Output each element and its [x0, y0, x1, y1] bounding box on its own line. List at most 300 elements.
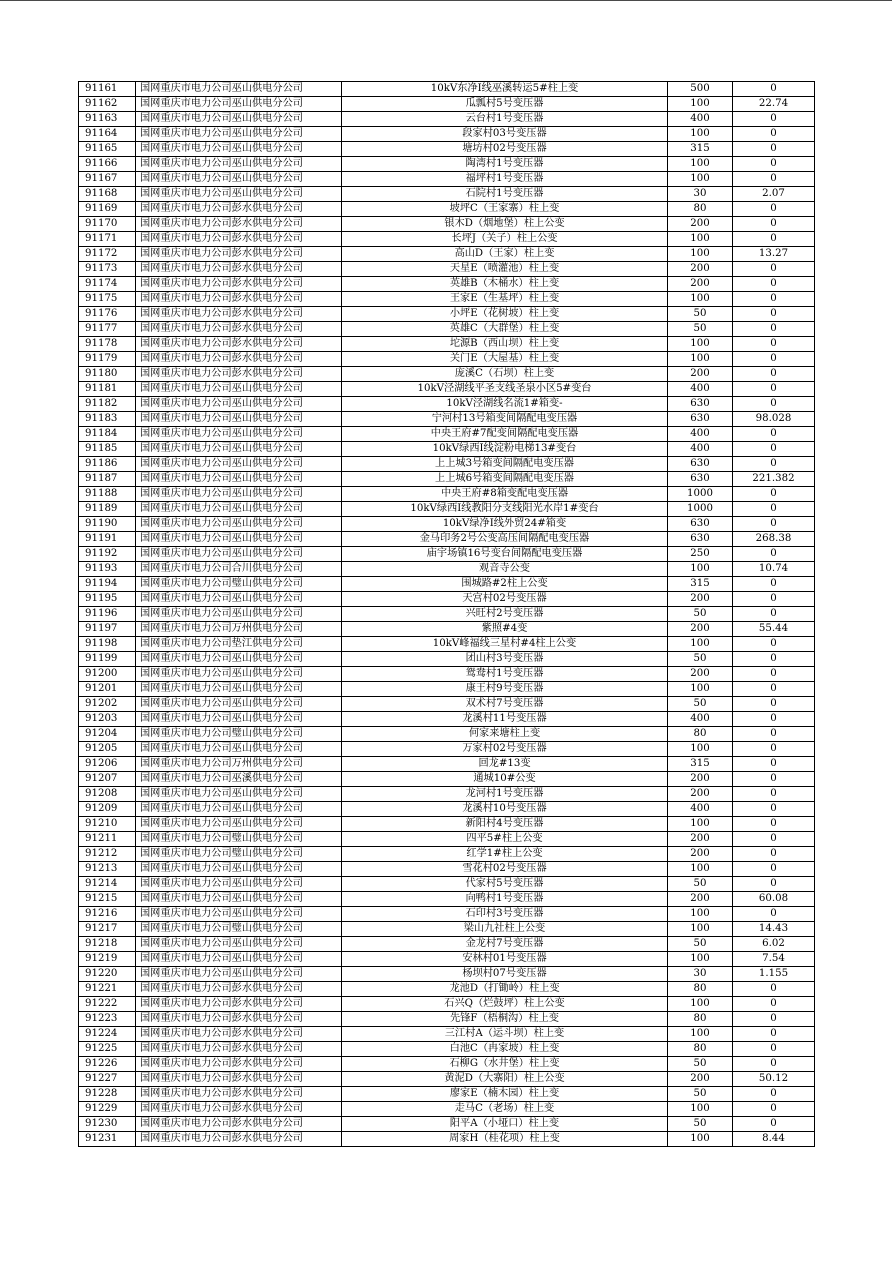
company-cell: 国网重庆市电力公司彭水供电分公司	[136, 247, 342, 262]
table-row	[79, 817, 815, 832]
transformer-name-cell: 兴旺村2号变压器	[342, 607, 668, 622]
table-row	[79, 952, 815, 967]
row-id-cell: 91200	[79, 667, 136, 682]
transformer-name-cell: 周家H（桂花项）柱上变	[342, 1132, 668, 1147]
company-cell: 国网重庆市电力公司巫溪供电分公司	[136, 772, 342, 787]
company-cell: 国网重庆市电力公司巫山供电分公司	[136, 667, 342, 682]
transformer-name-cell: 石兴Q（烂鼓坪）柱上公变	[342, 997, 668, 1012]
transformer-name-cell: 雪花村02号变压器	[342, 862, 668, 877]
value-cell: 0	[733, 337, 815, 352]
value-cell: 0	[733, 1087, 815, 1102]
capacity-cell: 630	[668, 397, 733, 412]
value-cell: 221.382	[733, 472, 815, 487]
capacity-cell: 50	[668, 697, 733, 712]
company-cell: 国网重庆市电力公司彭水供电分公司	[136, 367, 342, 382]
table-row	[79, 1027, 815, 1042]
row-id-cell: 91167	[79, 172, 136, 187]
value-cell: 0	[733, 847, 815, 862]
value-cell: 0	[733, 727, 815, 742]
capacity-cell: 315	[668, 757, 733, 772]
transformer-name-cell: 石印村3号变压器	[342, 907, 668, 922]
row-id-cell: 91173	[79, 262, 136, 277]
company-cell: 国网重庆市电力公司巫山供电分公司	[136, 817, 342, 832]
company-cell: 国网重庆市电力公司巫山供电分公司	[136, 97, 342, 112]
value-cell: 0	[733, 127, 815, 142]
capacity-cell: 100	[668, 562, 733, 577]
table-row	[79, 82, 815, 97]
table-row	[79, 802, 815, 817]
capacity-cell: 100	[668, 247, 733, 262]
transformer-name-cell: 10kV泾湖线名流1#箱变-	[342, 397, 668, 412]
value-cell: 268.38	[733, 532, 815, 547]
table-row	[79, 772, 815, 787]
company-cell: 国网重庆市电力公司巫山供电分公司	[136, 787, 342, 802]
transformer-name-cell: 向鸭村1号变压器	[342, 892, 668, 907]
company-cell: 国网重庆市电力公司彭水供电分公司	[136, 337, 342, 352]
value-cell: 0	[733, 217, 815, 232]
transformer-name-cell: 10kV绿西I线淀粉电梯13#变台	[342, 442, 668, 457]
transformer-name-cell: 杨坝村07号变压器	[342, 967, 668, 982]
table-row	[79, 322, 815, 337]
company-cell: 国网重庆市电力公司巫山供电分公司	[136, 502, 342, 517]
row-id-cell: 91217	[79, 922, 136, 937]
company-cell: 国网重庆市电力公司璧山供电分公司	[136, 922, 342, 937]
company-cell: 国网重庆市电力公司彭水供电分公司	[136, 1012, 342, 1027]
row-id-cell: 91178	[79, 337, 136, 352]
value-cell: 0	[733, 292, 815, 307]
table-row	[79, 697, 815, 712]
company-cell: 国网重庆市电力公司彭水供电分公司	[136, 1102, 342, 1117]
transformer-name-cell: 新阳村4号变压器	[342, 817, 668, 832]
value-cell: 0	[733, 667, 815, 682]
row-id-cell: 91187	[79, 472, 136, 487]
capacity-cell: 50	[668, 607, 733, 622]
table-row	[79, 397, 815, 412]
table-row	[79, 292, 815, 307]
table-row	[79, 457, 815, 472]
company-cell: 国网重庆市电力公司彭水供电分公司	[136, 277, 342, 292]
value-cell: 0	[733, 1012, 815, 1027]
company-cell: 国网重庆市电力公司彭水供电分公司	[136, 217, 342, 232]
row-id-cell: 91223	[79, 1012, 136, 1027]
transformer-name-cell: 陶湾村1号变压器	[342, 157, 668, 172]
capacity-cell: 80	[668, 202, 733, 217]
table-row	[79, 1057, 815, 1072]
transformer-name-cell: 龙溪村11号变压器	[342, 712, 668, 727]
value-cell: 0	[733, 607, 815, 622]
capacity-cell: 200	[668, 1072, 733, 1087]
row-id-cell: 91198	[79, 637, 136, 652]
value-cell: 0	[733, 877, 815, 892]
table-row	[79, 1012, 815, 1027]
company-cell: 国网重庆市电力公司彭水供电分公司	[136, 1027, 342, 1042]
row-id-cell: 91215	[79, 892, 136, 907]
row-id-cell: 91208	[79, 787, 136, 802]
capacity-cell: 100	[668, 1132, 733, 1147]
capacity-cell: 100	[668, 157, 733, 172]
capacity-cell: 630	[668, 517, 733, 532]
capacity-cell: 100	[668, 862, 733, 877]
transformer-name-cell: 四平5#柱上公变	[342, 832, 668, 847]
capacity-cell: 200	[668, 262, 733, 277]
transformer-name-cell: 小坪E（花树坡）柱上变	[342, 307, 668, 322]
table-row	[79, 142, 815, 157]
row-id-cell: 91222	[79, 997, 136, 1012]
table-row	[79, 1117, 815, 1132]
value-cell: 0	[733, 577, 815, 592]
row-id-cell: 91188	[79, 487, 136, 502]
transformer-name-cell: 中央王府#8箱变配电变压器	[342, 487, 668, 502]
capacity-cell: 100	[668, 172, 733, 187]
value-cell: 22.74	[733, 97, 815, 112]
row-id-cell: 91201	[79, 682, 136, 697]
value-cell: 0	[733, 997, 815, 1012]
table-row	[79, 862, 815, 877]
transformer-name-cell: 10kV东净I线巫溪转运5#柱上变	[342, 82, 668, 97]
row-id-cell: 91185	[79, 442, 136, 457]
capacity-cell: 200	[668, 667, 733, 682]
capacity-cell: 50	[668, 322, 733, 337]
value-cell: 0	[733, 442, 815, 457]
transformer-name-cell: 走马C（老场）柱上变	[342, 1102, 668, 1117]
table-row	[79, 427, 815, 442]
company-cell: 国网重庆市电力公司巫山供电分公司	[136, 82, 342, 97]
transformer-name-cell: 紫照#4变	[342, 622, 668, 637]
transformer-name-cell: 宁河村13号箱变间隔配电变压器	[342, 412, 668, 427]
company-cell: 国网重庆市电力公司巫山供电分公司	[136, 127, 342, 142]
table-row	[79, 997, 815, 1012]
page-top-rule	[0, 0, 892, 1]
transformer-name-cell: 段家村03号变压器	[342, 127, 668, 142]
table-row	[79, 1102, 815, 1117]
row-id-cell: 91165	[79, 142, 136, 157]
transformer-name-cell: 龙溪村10号变压器	[342, 802, 668, 817]
value-cell: 0	[733, 862, 815, 877]
transformer-name-cell: 龙河村1号变压器	[342, 787, 668, 802]
table-row	[79, 577, 815, 592]
capacity-cell: 200	[668, 217, 733, 232]
value-cell: 0	[733, 322, 815, 337]
company-cell: 国网重庆市电力公司巫山供电分公司	[136, 697, 342, 712]
table-row	[79, 442, 815, 457]
value-cell: 0	[733, 982, 815, 997]
value-cell: 0	[733, 232, 815, 247]
company-cell: 国网重庆市电力公司彭水供电分公司	[136, 1117, 342, 1132]
transformer-name-cell: 福坪村1号变压器	[342, 172, 668, 187]
row-id-cell: 91166	[79, 157, 136, 172]
table-body	[79, 82, 815, 1147]
value-cell: 0	[733, 697, 815, 712]
row-id-cell: 91163	[79, 112, 136, 127]
company-cell: 国网重庆市电力公司巫山供电分公司	[136, 952, 342, 967]
value-cell: 0	[733, 712, 815, 727]
value-cell: 8.44	[733, 1132, 815, 1147]
row-id-cell: 91176	[79, 307, 136, 322]
capacity-cell: 100	[668, 997, 733, 1012]
table-row	[79, 787, 815, 802]
value-cell: 0	[733, 397, 815, 412]
company-cell: 国网重庆市电力公司巫山供电分公司	[136, 547, 342, 562]
company-cell: 国网重庆市电力公司彭水供电分公司	[136, 232, 342, 247]
transformer-name-cell: 团山村3号变压器	[342, 652, 668, 667]
transformer-name-cell: 石院村1号变压器	[342, 187, 668, 202]
company-cell: 国网重庆市电力公司巫山供电分公司	[136, 172, 342, 187]
value-cell: 10.74	[733, 562, 815, 577]
row-id-cell: 91224	[79, 1027, 136, 1042]
value-cell: 0	[733, 382, 815, 397]
company-cell: 国网重庆市电力公司巫山供电分公司	[136, 487, 342, 502]
transformer-name-cell: 回龙#13变	[342, 757, 668, 772]
value-cell: 13.27	[733, 247, 815, 262]
row-id-cell: 91204	[79, 727, 136, 742]
transformer-name-cell: 银木D（烟地堡）柱上公变	[342, 217, 668, 232]
value-cell: 6.02	[733, 937, 815, 952]
row-id-cell: 91210	[79, 817, 136, 832]
company-cell: 国网重庆市电力公司巫山供电分公司	[136, 892, 342, 907]
company-cell: 国网重庆市电力公司巫山供电分公司	[136, 457, 342, 472]
transformer-name-cell: 鸳鸯村1号变压器	[342, 667, 668, 682]
row-id-cell: 91183	[79, 412, 136, 427]
value-cell: 0	[733, 682, 815, 697]
company-cell: 国网重庆市电力公司巫山供电分公司	[136, 877, 342, 892]
company-cell: 国网重庆市电力公司巫山供电分公司	[136, 397, 342, 412]
row-id-cell: 91209	[79, 802, 136, 817]
company-cell: 国网重庆市电力公司彭水供电分公司	[136, 1132, 342, 1147]
capacity-cell: 100	[668, 637, 733, 652]
value-cell: 0	[733, 1117, 815, 1132]
transformer-name-cell: 白池C（冉家坡）柱上变	[342, 1042, 668, 1057]
capacity-cell: 100	[668, 337, 733, 352]
company-cell: 国网重庆市电力公司巫山供电分公司	[136, 652, 342, 667]
capacity-cell: 200	[668, 832, 733, 847]
row-id-cell: 91196	[79, 607, 136, 622]
table-row	[79, 112, 815, 127]
transformer-name-cell: 10kV绿净I线外贸24#箱变	[342, 517, 668, 532]
company-cell: 国网重庆市电力公司巫山供电分公司	[136, 382, 342, 397]
capacity-cell: 100	[668, 922, 733, 937]
company-cell: 国网重庆市电力公司巫山供电分公司	[136, 112, 342, 127]
transformer-name-cell: 金马印务2号公变高压间隔配电变压器	[342, 532, 668, 547]
capacity-cell: 80	[668, 1042, 733, 1057]
row-id-cell: 91213	[79, 862, 136, 877]
transformer-name-cell: 天宫村02号变压器	[342, 592, 668, 607]
company-cell: 国网重庆市电力公司巫山供电分公司	[136, 472, 342, 487]
table-row	[79, 307, 815, 322]
capacity-cell: 400	[668, 112, 733, 127]
capacity-cell: 315	[668, 142, 733, 157]
capacity-cell: 400	[668, 427, 733, 442]
value-cell: 60.08	[733, 892, 815, 907]
transformer-name-cell: 王家E（生基坪）柱上变	[342, 292, 668, 307]
row-id-cell: 91203	[79, 712, 136, 727]
transformer-name-cell: 关门E（大屋基）柱上变	[342, 352, 668, 367]
transformer-name-cell: 云台村1号变压器	[342, 112, 668, 127]
table-row	[79, 187, 815, 202]
company-cell: 国网重庆市电力公司巫山供电分公司	[136, 937, 342, 952]
table-row	[79, 517, 815, 532]
table-row	[79, 202, 815, 217]
company-cell: 国网重庆市电力公司彭水供电分公司	[136, 1072, 342, 1087]
value-cell: 0	[733, 832, 815, 847]
transformer-name-cell: 坨源B（西山坝）柱上变	[342, 337, 668, 352]
company-cell: 国网重庆市电力公司彭水供电分公司	[136, 322, 342, 337]
table-row	[79, 592, 815, 607]
table-row	[79, 727, 815, 742]
company-cell: 国网重庆市电力公司彭水供电分公司	[136, 997, 342, 1012]
table-row	[79, 337, 815, 352]
row-id-cell: 91230	[79, 1117, 136, 1132]
row-id-cell: 91181	[79, 382, 136, 397]
capacity-cell: 100	[668, 952, 733, 967]
company-cell: 国网重庆市电力公司巫山供电分公司	[136, 442, 342, 457]
company-cell: 国网重庆市电力公司万州供电分公司	[136, 757, 342, 772]
value-cell: 0	[733, 82, 815, 97]
value-cell: 0	[733, 457, 815, 472]
capacity-cell: 630	[668, 472, 733, 487]
company-cell: 国网重庆市电力公司彭水供电分公司	[136, 262, 342, 277]
table-row	[79, 277, 815, 292]
row-id-cell: 91171	[79, 232, 136, 247]
company-cell: 国网重庆市电力公司巫山供电分公司	[136, 712, 342, 727]
capacity-cell: 50	[668, 307, 733, 322]
transformer-name-cell: 石柳G（水井堡）柱上变	[342, 1057, 668, 1072]
table-row	[79, 232, 815, 247]
capacity-cell: 100	[668, 97, 733, 112]
capacity-cell: 400	[668, 802, 733, 817]
table-row	[79, 742, 815, 757]
value-cell: 0	[733, 307, 815, 322]
row-id-cell: 91190	[79, 517, 136, 532]
row-id-cell: 91161	[79, 82, 136, 97]
transformer-name-cell: 双术村7号变压器	[342, 697, 668, 712]
company-cell: 国网重庆市电力公司彭水供电分公司	[136, 1042, 342, 1057]
table-row	[79, 922, 815, 937]
value-cell: 0	[733, 742, 815, 757]
table-row	[79, 682, 815, 697]
row-id-cell: 91169	[79, 202, 136, 217]
transformer-name-cell: 长坪J（关子）柱上公变	[342, 232, 668, 247]
capacity-cell: 400	[668, 382, 733, 397]
transformer-name-cell: 梁山九社柱上公变	[342, 922, 668, 937]
table-row	[79, 127, 815, 142]
company-cell: 国网重庆市电力公司巫山供电分公司	[136, 187, 342, 202]
row-id-cell: 91226	[79, 1057, 136, 1072]
table-row	[79, 472, 815, 487]
transformer-name-cell: 金龙村7号变压器	[342, 937, 668, 952]
capacity-cell: 250	[668, 547, 733, 562]
company-cell: 国网重庆市电力公司彭水供电分公司	[136, 307, 342, 322]
row-id-cell: 91219	[79, 952, 136, 967]
capacity-cell: 100	[668, 1027, 733, 1042]
company-cell: 国网重庆市电力公司彭水供电分公司	[136, 202, 342, 217]
capacity-cell: 50	[668, 1057, 733, 1072]
company-cell: 国网重庆市电力公司彭水供电分公司	[136, 1087, 342, 1102]
transformer-name-cell: 高山D（王家）柱上变	[342, 247, 668, 262]
capacity-cell: 80	[668, 1012, 733, 1027]
table-row	[79, 562, 815, 577]
value-cell: 0	[733, 427, 815, 442]
row-id-cell: 91227	[79, 1072, 136, 1087]
table-row	[79, 532, 815, 547]
capacity-cell: 80	[668, 982, 733, 997]
company-cell: 国网重庆市电力公司巫山供电分公司	[136, 517, 342, 532]
company-cell: 国网重庆市电力公司巫山供电分公司	[136, 607, 342, 622]
transformer-name-cell: 庞溪C（石坝）柱上变	[342, 367, 668, 382]
transformer-name-cell: 英雄C（大群堡）柱上变	[342, 322, 668, 337]
table-row	[79, 712, 815, 727]
table-row	[79, 877, 815, 892]
table-row	[79, 607, 815, 622]
row-id-cell: 91189	[79, 502, 136, 517]
table-row	[79, 667, 815, 682]
table-row	[79, 367, 815, 382]
transformer-name-cell: 上上城6号箱变间隔配电变压器	[342, 472, 668, 487]
capacity-cell: 200	[668, 892, 733, 907]
transformer-name-cell: 三江村A（运斗坝）柱上变	[342, 1027, 668, 1042]
row-id-cell: 91179	[79, 352, 136, 367]
row-id-cell: 91218	[79, 937, 136, 952]
capacity-cell: 30	[668, 967, 733, 982]
transformer-name-cell: 天星E（喷灌池）柱上变	[342, 262, 668, 277]
capacity-cell: 630	[668, 457, 733, 472]
transformer-name-cell: 通城10#公变	[342, 772, 668, 787]
table-row	[79, 217, 815, 232]
table-row	[79, 97, 815, 112]
capacity-cell: 50	[668, 937, 733, 952]
company-cell: 国网重庆市电力公司巫山供电分公司	[136, 967, 342, 982]
value-cell: 0	[733, 157, 815, 172]
company-cell: 国网重庆市电力公司巫山供电分公司	[136, 427, 342, 442]
row-id-cell: 91174	[79, 277, 136, 292]
transformer-name-cell: 康王村9号变压器	[342, 682, 668, 697]
row-id-cell: 91231	[79, 1132, 136, 1147]
company-cell: 国网重庆市电力公司巫山供电分公司	[136, 142, 342, 157]
company-cell: 国网重庆市电力公司巫山供电分公司	[136, 592, 342, 607]
company-cell: 国网重庆市电力公司璧山供电分公司	[136, 727, 342, 742]
row-id-cell: 91168	[79, 187, 136, 202]
capacity-cell: 200	[668, 277, 733, 292]
company-cell: 国网重庆市电力公司巫山供电分公司	[136, 907, 342, 922]
table-row	[79, 382, 815, 397]
value-cell: 14.43	[733, 922, 815, 937]
row-id-cell: 91212	[79, 847, 136, 862]
company-cell: 国网重庆市电力公司巫山供电分公司	[136, 157, 342, 172]
table-row	[79, 502, 815, 517]
transformer-name-cell: 庙宇场镇16号变台间隔配电变压器	[342, 547, 668, 562]
row-id-cell: 91191	[79, 532, 136, 547]
transformer-name-cell: 观音寺公变	[342, 562, 668, 577]
transformer-name-cell: 黄泥D（大寨阳）柱上公变	[342, 1072, 668, 1087]
table-row	[79, 487, 815, 502]
transformer-name-cell: 万家村02号变压器	[342, 742, 668, 757]
company-cell: 国网重庆市电力公司璧山供电分公司	[136, 577, 342, 592]
company-cell: 国网重庆市电力公司巫山供电分公司	[136, 802, 342, 817]
row-id-cell: 91214	[79, 877, 136, 892]
row-id-cell: 91175	[79, 292, 136, 307]
table-row	[79, 892, 815, 907]
capacity-cell: 100	[668, 292, 733, 307]
transformer-name-cell: 安林村01号变压器	[342, 952, 668, 967]
value-cell: 0	[733, 817, 815, 832]
value-cell: 0	[733, 1027, 815, 1042]
transformer-name-cell: 何家来塘柱上变	[342, 727, 668, 742]
transformer-name-cell: 龙池D（打锄岭）柱上变	[342, 982, 668, 997]
value-cell: 0	[733, 1102, 815, 1117]
company-cell: 国网重庆市电力公司巫山供电分公司	[136, 412, 342, 427]
capacity-cell: 1000	[668, 502, 733, 517]
capacity-cell: 200	[668, 847, 733, 862]
transformer-name-cell: 中央王府#7配变间隔配电变压器	[342, 427, 668, 442]
